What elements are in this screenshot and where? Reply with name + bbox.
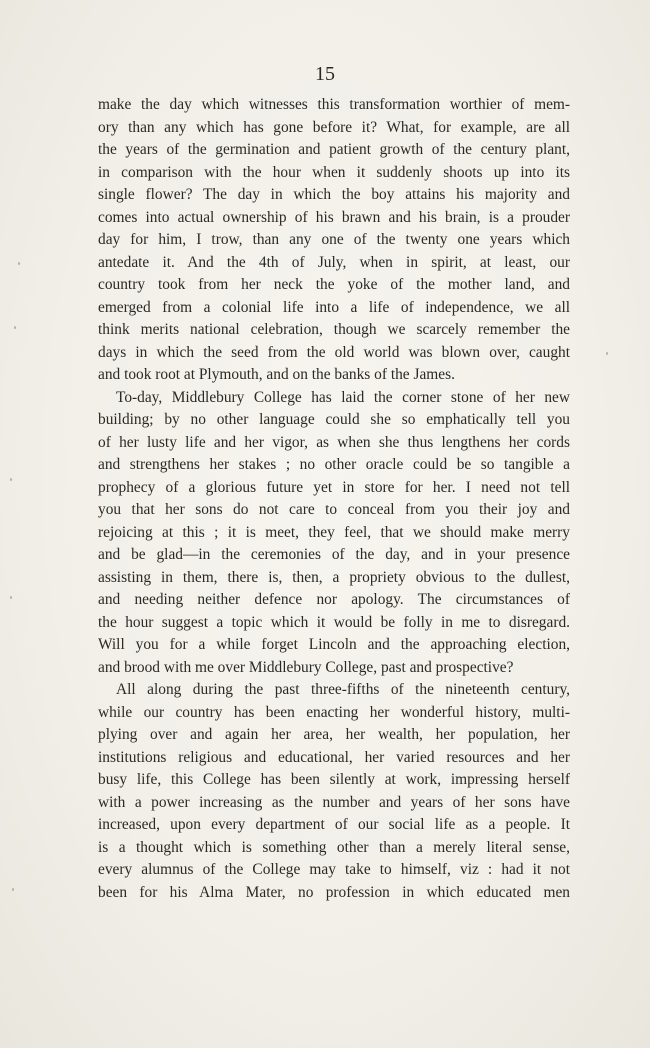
page-number: 15	[315, 63, 335, 85]
paper-speck	[10, 596, 12, 599]
text-line: Will you for a while forget Lincoln and the approaching election,	[98, 636, 570, 653]
text-line: and be glad—in the ceremonies of the day, and in your presence	[98, 546, 570, 563]
text-line: day for him, I trow, than any one of the twenty one years which	[98, 231, 570, 248]
text-line: the hour suggest a topic which it would be folly in me to disregard.	[98, 613, 570, 631]
body-text	[98, 94, 570, 904]
text-line: in comparison with the hour when it suddenly shoots up into its	[98, 163, 570, 181]
text-line: comes into actual ownership of his brawn and his brain, is a prouder	[98, 208, 570, 226]
text-line: prophecy of a glorious future yet in store for her. I need not tell	[98, 478, 570, 496]
paper-speck	[18, 262, 20, 265]
text-line: country took from her neck the yoke of the mother land, and	[98, 276, 570, 293]
paper-speck	[14, 326, 16, 329]
text-line: the years of the germination and patient growth of the century plant,	[98, 141, 570, 158]
text-line: think merits national celebration, though we scarcely remember the	[98, 321, 570, 338]
text-line: increased, upon every department of our social life as a people. It	[98, 816, 570, 833]
text-line: single flower? The day in which the boy attains his majority and	[98, 186, 570, 203]
text-line: you that her sons do not care to conceal from you their joy and	[98, 501, 570, 518]
text-line: emerged from a colonial life into a life of independence, we all	[98, 298, 570, 316]
text-line: plying over and again her area, her wealth, her population, her	[98, 726, 570, 743]
text-line: with a power increasing as the number and years of her sons have	[98, 793, 570, 811]
text-line: assisting in them, there is, then, a propriety obvious to the dullest,	[98, 568, 570, 586]
text-line: and strengthens her stakes ; no other oracle could be so tangible a	[98, 456, 570, 473]
paper-speck	[10, 478, 12, 481]
text-line: To-day, Middlebury College has laid the corner stone of her new	[116, 388, 570, 406]
text-line: and took root at Plymouth, and on the banks of the James.	[98, 366, 455, 383]
text-line: and brood with me over Middlebury College, past and prospective?	[98, 658, 514, 676]
text-line: is a thought which is something other than a merely literal sense,	[98, 838, 570, 856]
text-line: make the day which witnesses this transformation worthier of mem-	[98, 96, 570, 113]
text-line: while our country has been enacting her wonderful history, multi-	[98, 703, 570, 721]
text-line: days in which the seed from the old world was blown over, caught	[98, 343, 570, 361]
text-line: of her lusty life and her vigor, as when she thus lengthens her cords	[98, 433, 570, 451]
text-line: building; by no other language could she so emphatically tell you	[98, 411, 570, 428]
text-line: rejoicing at this ; it is meet, they feel, that we should make merry	[98, 523, 570, 541]
text-line: ory than any which has gone before it? What, for example, are all	[98, 118, 570, 136]
text-line: been for his Alma Mater, no profession in which educated men	[98, 883, 570, 901]
paper-speck	[12, 888, 14, 891]
text-line: every alumnus of the College may take to himself, viz : had it not	[98, 861, 570, 878]
text-line: antedate it. And the 4th of July, when in spirit, at least, our	[98, 253, 570, 271]
text-line: and needing neither defence nor apology. The circumstances of	[98, 591, 570, 608]
text-line: busy life, this College has been silently at work, impressing herself	[98, 771, 570, 788]
paper-speck	[606, 352, 608, 355]
text-line: All along during the past three-fifths of the nineteenth century,	[116, 681, 570, 698]
text-line: institutions religious and educational, her varied resources and her	[98, 748, 570, 766]
